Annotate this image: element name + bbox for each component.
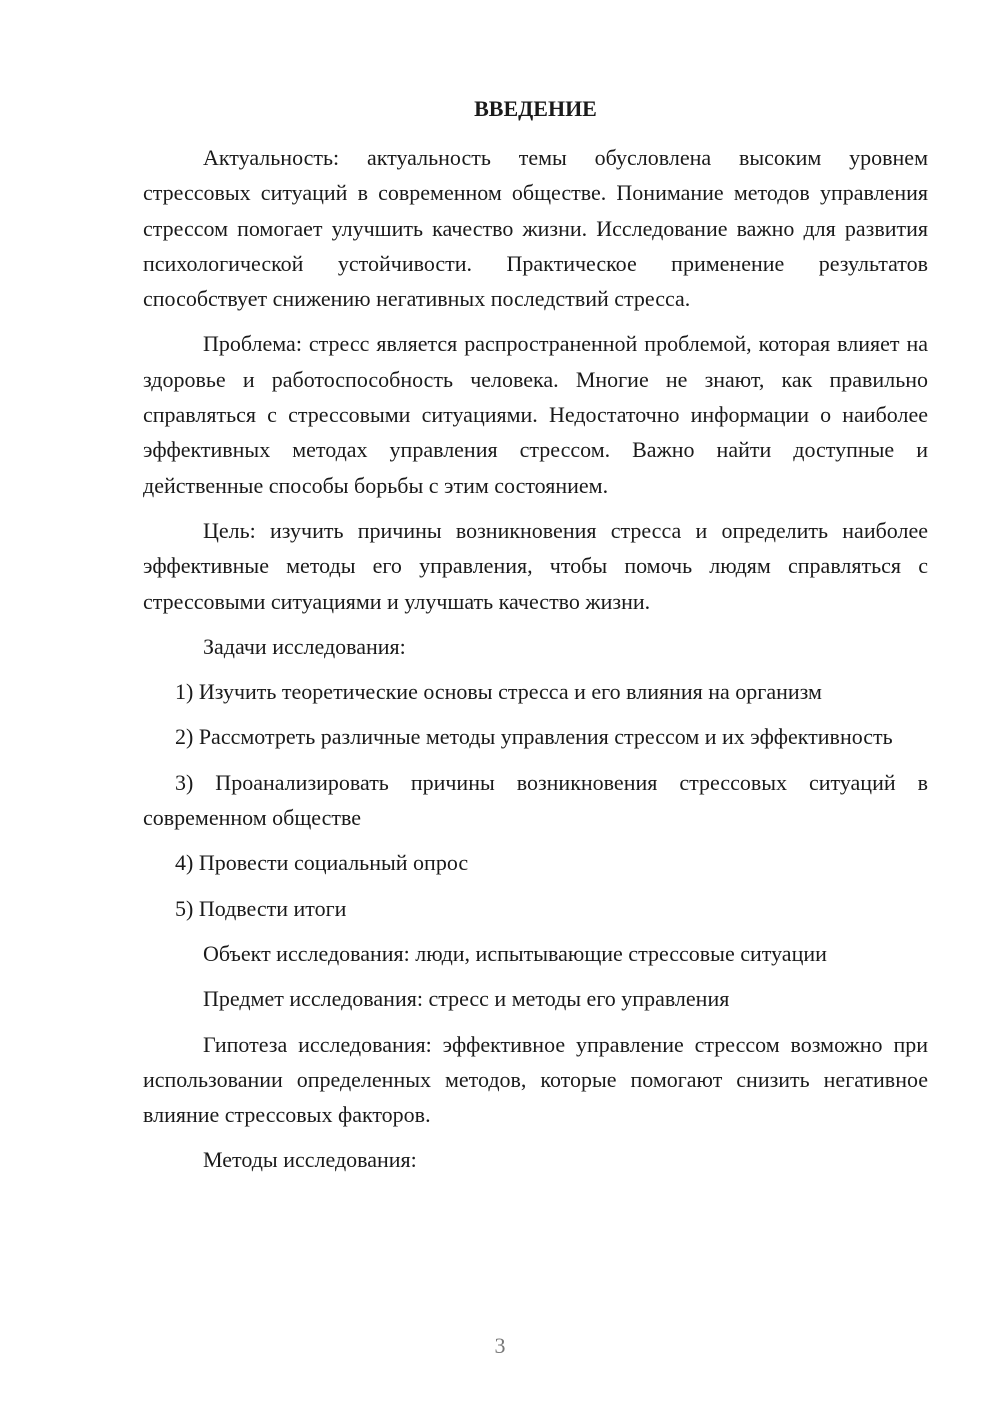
research-subject: Предмет исследования: стресс и методы его управления [203, 986, 730, 1012]
relevance-paragraph: Актуальность: актуальность темы обусловлена высоким уровнем стрессовых ситуаций в современном обществе. Понимание методов управления стрессом помогает улучшить качество жизни. Исследование важно для развития психологической устойчивости. Практическое применение результатов способствует снижению негативных последствий стресса. [143, 145, 928, 312]
tasks-heading: Задачи исследования: [203, 633, 406, 659]
task-item-1: 1) Изучить теоретические основы стресса и его влияния на организм [175, 679, 822, 705]
goal-paragraph: Цель: изучить причины возникновения стресса и определить наиболее эффективные методы его управления, чтобы помочь людям справляться с стрессовыми ситуациями и улучшать качество жизни. [143, 517, 928, 614]
problem-paragraph: Проблема: стресс является распространенной проблемой, которая влияет на здоровье и работоспособность человека. Многие не знают, как правильно справляться с стрессовыми ситуациями. Недостаточно информации о наиболее эффективных методах управления стрессом. Важно найти доступные и действенные способы борьбы с этим состоянием. [143, 331, 928, 498]
page-content [143, 94, 928, 1188]
task-item-2: 2) Рассмотреть различные методы управления стрессом и их эффективность [175, 724, 893, 750]
section-title: ВВЕДЕНИЕ [474, 96, 597, 121]
page-number: 3 [494, 1333, 506, 1358]
task-item-5: 5) Подвести итоги [175, 895, 347, 921]
research-hypothesis: Гипотеза исследования: эффективное управление стрессом возможно при использовании определенных методов, которые помогают снизить негативное влияние стрессовых факторов. [143, 1031, 928, 1128]
research-object: Объект исследования: люди, испытывающие стрессовые ситуации [203, 940, 827, 966]
task-item-4: 4) Провести социальный опрос [175, 850, 469, 876]
task-item-3: 3) Проанализировать причины возникновения стрессовых ситуаций в современном обществе [143, 769, 928, 831]
research-methods-heading: Методы исследования: [203, 1147, 417, 1173]
